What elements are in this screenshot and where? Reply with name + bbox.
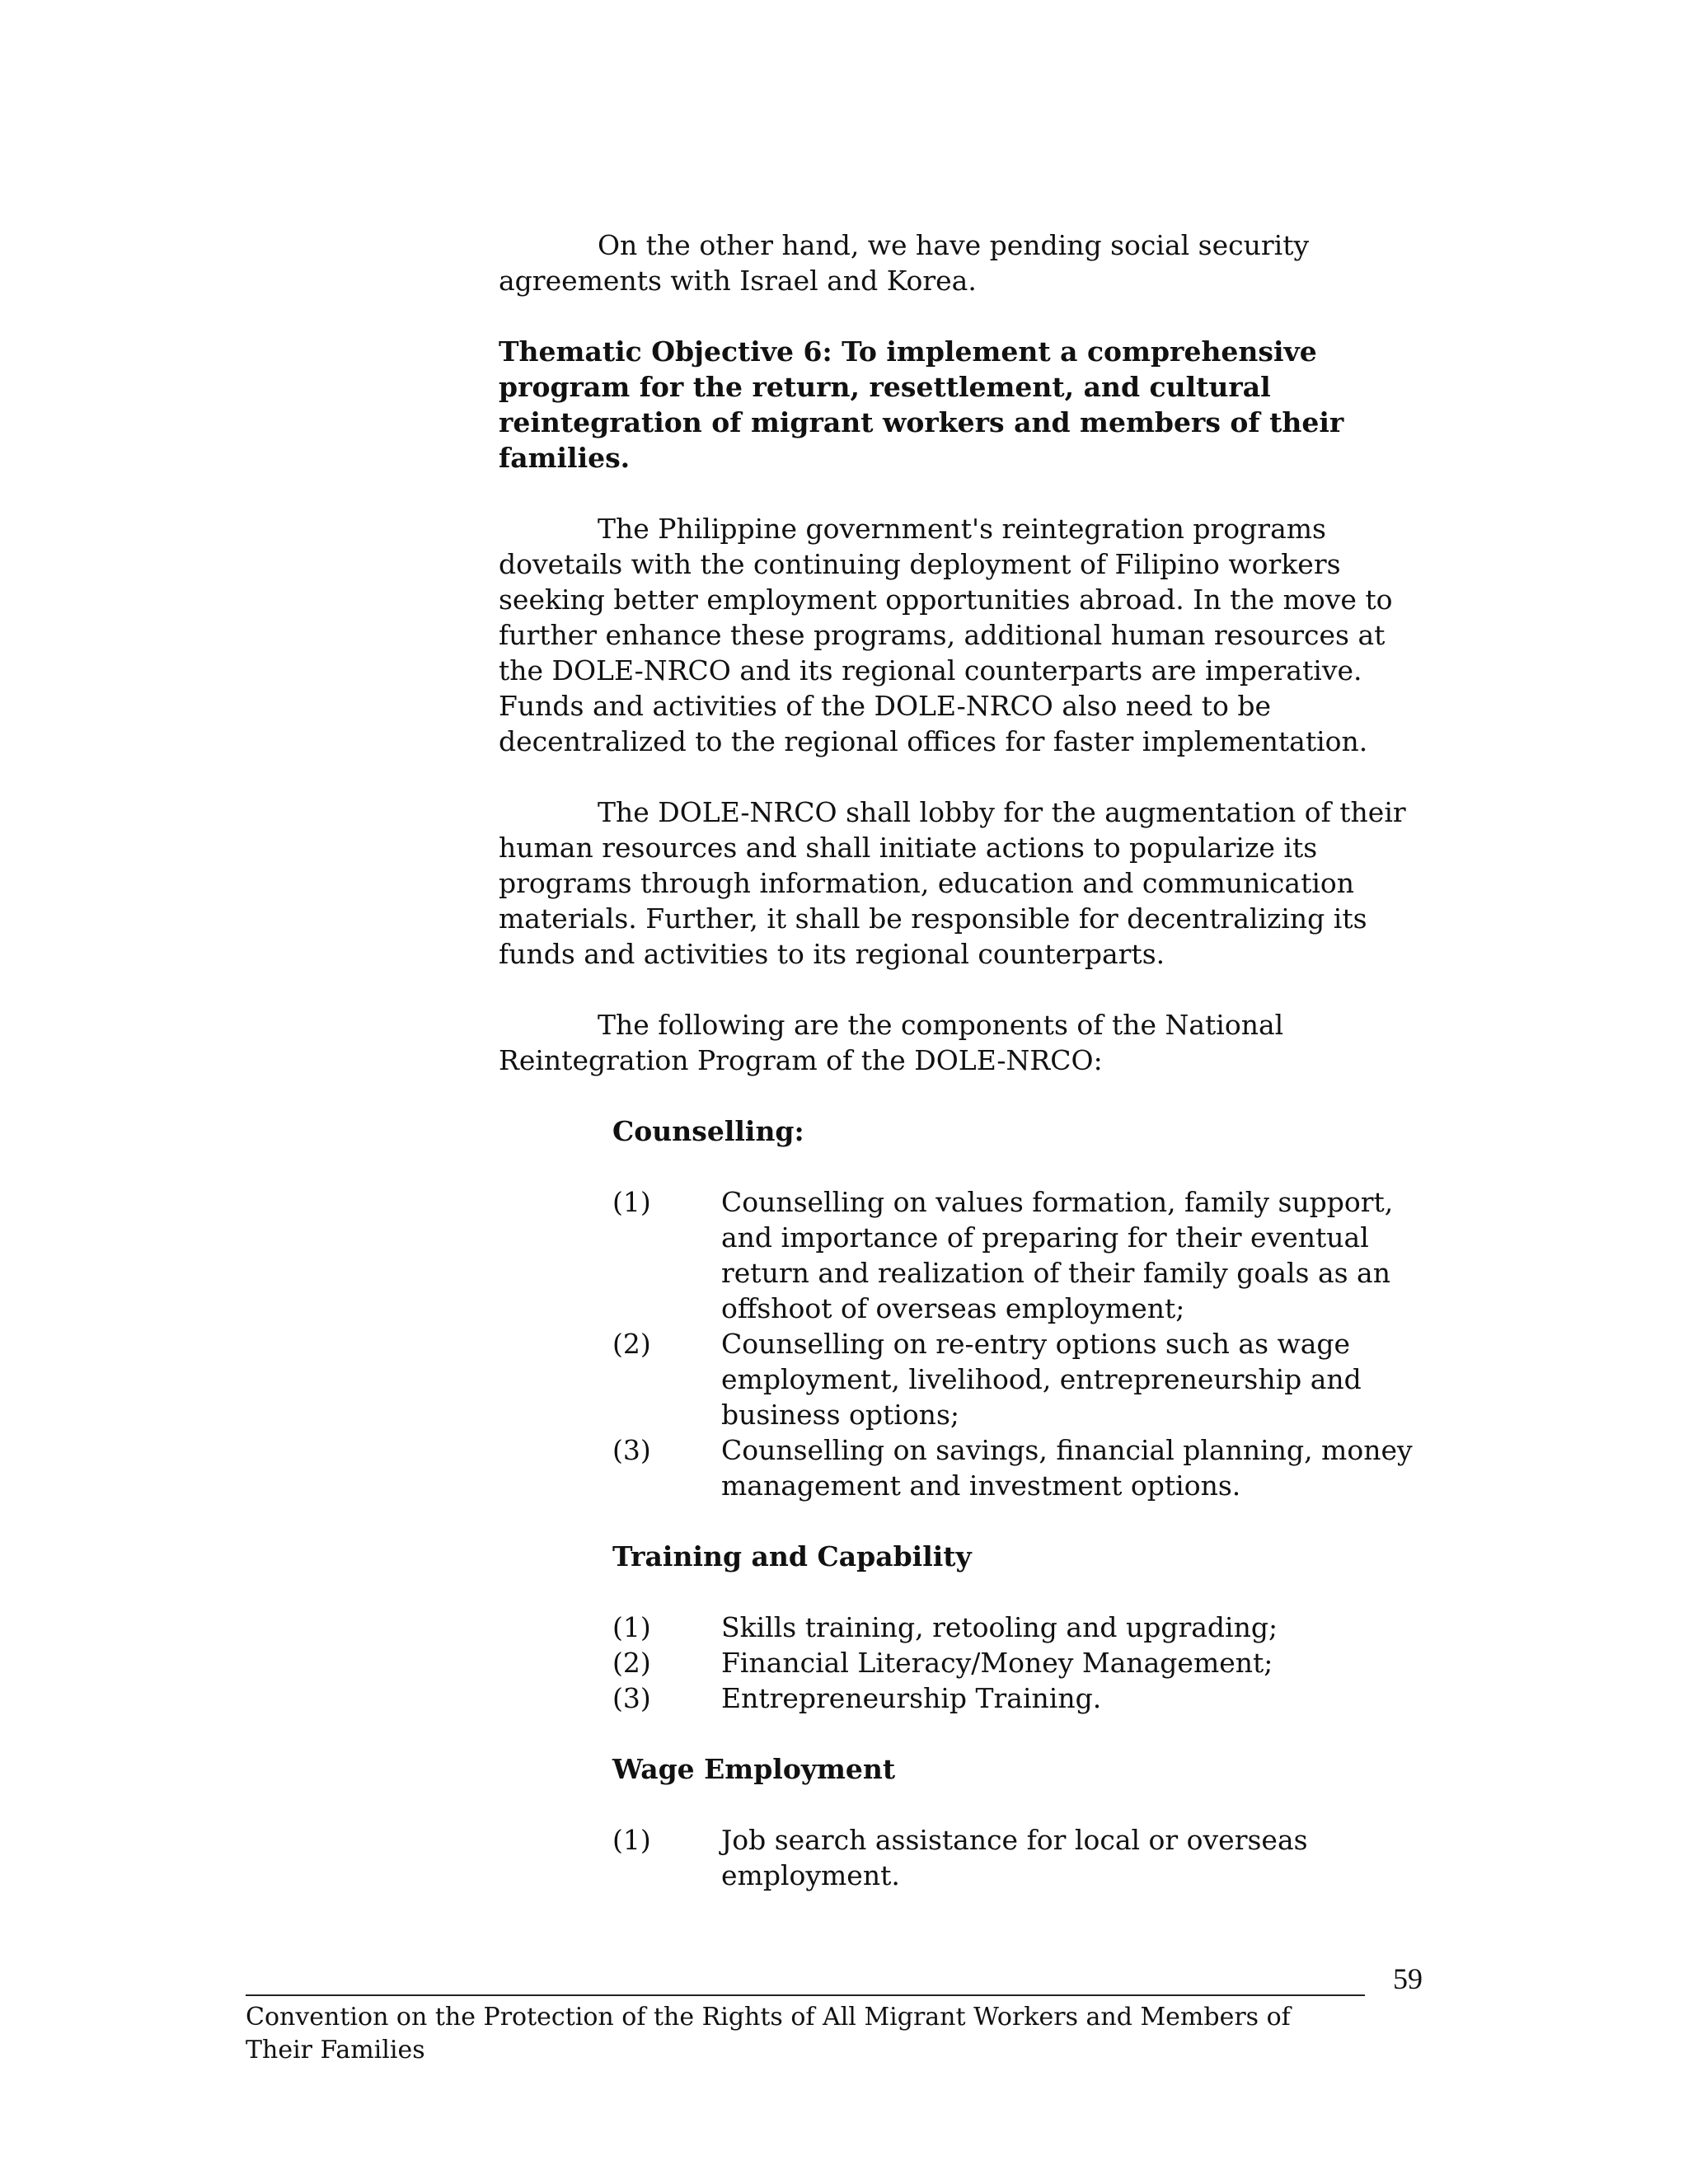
list-item-number: (1) — [612, 1186, 651, 1218]
list-item — [612, 1645, 1434, 1680]
list-item-number: (3) — [612, 1682, 651, 1714]
section-heading: Wage Employment — [612, 1753, 896, 1785]
page-body — [499, 227, 1434, 1929]
list-item-number: (2) — [612, 1647, 651, 1679]
list-item-text: Counselling on savings, financial planning, money management and investment options. — [721, 1434, 1413, 1502]
list-item-number: (1) — [612, 1824, 651, 1856]
list-item — [612, 1432, 1434, 1503]
paragraph-components-intro: The following are the components of the National Reintegration Program of the DOLE-NRCO: — [499, 1009, 1284, 1076]
section-training-capability — [612, 1539, 1434, 1716]
wage-employment-list — [612, 1822, 1434, 1893]
list-item-number: (3) — [612, 1434, 651, 1466]
footer-document-title: Convention on the Protection of the Rights of All Migrant Workers and Members of Their Families — [246, 2003, 1291, 2064]
list-item-text: Skills training, retooling and upgrading; — [721, 1611, 1278, 1643]
list-item — [612, 1326, 1434, 1432]
section-wage-employment — [612, 1751, 1434, 1893]
list-item — [612, 1680, 1434, 1716]
footer-divider — [246, 1994, 1365, 1996]
section-heading: Training and Capability — [612, 1540, 972, 1572]
list-item-number: (2) — [612, 1328, 651, 1360]
list-item-text: Counselling on re-entry options such as wage employment, livelihood, entrepreneurship and business options; — [721, 1328, 1362, 1431]
thematic-objective-heading: Thematic Objective 6: To implement a comprehensive program for the return, resettlement, and cultural reintegration of migrant workers and members of their families. — [499, 335, 1344, 474]
list-item-text: Job search assistance for local or overseas employment. — [721, 1824, 1308, 1891]
section-heading: Counselling: — [612, 1115, 804, 1147]
list-item-text: Entrepreneurship Training. — [721, 1682, 1102, 1714]
page-number: 59 — [1393, 1962, 1423, 1995]
paragraph-dole-nrco-lobby: The DOLE-NRCO shall lobby for the augmentation of their human resources and shall initiate actions to popularize its programs through information, education and communication materials. Further, it shall be responsible for decentralizing its funds and activities to its regional counterparts. — [499, 796, 1406, 970]
training-list — [612, 1610, 1434, 1716]
section-counselling — [612, 1113, 1434, 1503]
counselling-list — [612, 1184, 1434, 1503]
list-item — [612, 1822, 1434, 1893]
list-item — [612, 1184, 1434, 1326]
list-item-text: Financial Literacy/Money Management; — [721, 1647, 1273, 1679]
paragraph-reintegration-programs: The Philippine government's reintegration programs dovetails with the continuing deployment of Filipino workers seeking better employment opportunities abroad. In the move to further enhance these programs, additional human resources at the DOLE-NRCO and its regional counterparts are imperative. Funds and activities of the DOLE-NRCO also need to be decentralized to the regional offices for faster implementation. — [499, 513, 1393, 757]
list-item-number: (1) — [612, 1611, 651, 1643]
list-item-text: Counselling on values formation, family support, and importance of preparing for their eventual return and realization of their family goals as an offshoot of overseas employment; — [721, 1186, 1394, 1324]
list-item — [612, 1610, 1434, 1645]
paragraph-social-security: On the other hand, we have pending social security agreements with Israel and Korea. — [499, 229, 1310, 297]
